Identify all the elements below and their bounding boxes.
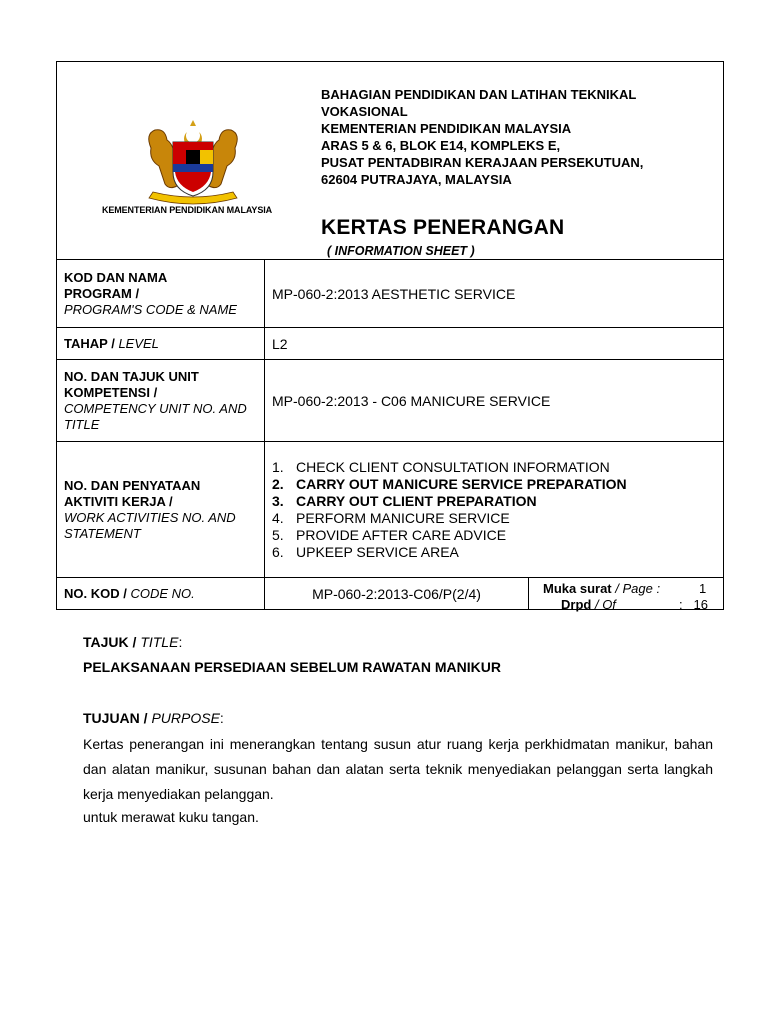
activity-item: 3. CARRY OUT CLIENT PREPARATION [272,492,537,509]
title-colon: : [178,634,183,650]
program-value: MP-060-2:2013 AESTHETIC SERVICE [272,285,516,302]
title-value: PELAKSANAAN PERSEDIAAN SEBELUM RAWATAN MANIKUR [83,659,501,675]
program-label-italic: PROGRAM'S CODE & NAME [64,301,237,317]
purpose-label-bold: TUJUAN / [83,710,148,726]
org-line: ARAS 5 & 6, BLOK E14, KOMPLEKS E, [321,138,561,153]
competency-unit-label-bold: NO. DAN TAJUK UNIT KOMPETENSI / [64,368,199,400]
org-line: 62604 PUTRAJAYA, MALAYSIA [321,172,512,187]
work-activities-row [57,442,723,578]
org-line: BAHAGIAN PENDIDIKAN DAN LATIHAN TEKNIKAL [321,87,637,102]
competency-unit-label-italic: COMPETENCY UNIT NO. AND TITLE [64,400,247,432]
activity-item: 6. UPKEEP SERVICE AREA [272,543,459,560]
org-line: VOKASIONAL [321,104,408,119]
activity-item: 1. CHECK CLIENT CONSULTATION INFORMATION [272,458,610,475]
code-label-bold: NO. KOD / [64,586,127,601]
work-activities-label-bold: NO. DAN PENYATAAN AKTIVITI KERJA / [64,477,201,509]
organization-address [321,86,643,188]
work-activities-list [265,442,723,577]
purpose-paragraph: Kertas penerangan ini menerangkan tentang susun atur ruang kerja perkhidmatan manikur, bahan dan alatan manikur, susunan bahan dan alatan serta teknik menyediakan pelanggan serta langkah kerja menyediakan pelanggan. [83,736,713,802]
information-sheet-table [56,61,724,610]
purpose-heading [83,710,713,726]
competency-unit-value: MP-060-2:2013 - C06 MANICURE SERVICE [272,392,551,409]
work-activities-label-italic: WORK ACTIVITIES NO. AND STATEMENT [64,509,236,541]
competency-unit-row [57,360,723,442]
document-header [57,62,723,260]
level-value: L2 [272,335,288,352]
level-label-bold: TAHAP / [64,335,115,351]
logo-caption: KEMENTERIAN PENDIDIKAN MALAYSIA [101,205,273,215]
document-subtitle: ( INFORMATION SHEET ) [327,244,475,258]
level-label [57,328,265,359]
page-number: 1 [699,581,707,596]
purpose-label-italic: PURPOSE [151,710,220,726]
page-label-bold: Muka surat [543,581,612,596]
code-value: MP-060-2:2013-C06/P(2/4) [312,586,481,602]
org-line: PUSAT PENTADBIRAN KERAJAAN PERSEKUTUAN, [321,155,644,170]
program-label [57,260,265,327]
level-label-italic: LEVEL [118,335,159,351]
org-line: KEMENTERIAN PENDIDIKAN MALAYSIA [321,121,572,136]
total-pages: 16 [693,597,708,612]
competency-unit-label [57,360,265,441]
document-title: KERTAS PENERANGAN [321,216,565,239]
title-heading [83,634,713,650]
code-row [57,578,723,610]
malaysia-coat-of-arms-logo [93,118,293,218]
purpose-colon: : [219,710,224,726]
page-label-italic: / Page : [615,581,661,596]
purpose-extra-line: untuk merawat kuku tangan. [83,809,259,825]
of-label-italic: / Of [594,597,616,612]
work-activities-label [57,442,265,577]
page-info [529,578,723,610]
program-row [57,260,723,328]
activity-item: 4. PERFORM MANICURE SERVICE [272,509,510,526]
code-label [57,578,265,610]
activity-item: 5. PROVIDE AFTER CARE ADVICE [272,526,507,543]
title-label-italic: TITLE [140,634,179,650]
code-label-italic: CODE NO. [130,586,195,601]
of-label-bold: Drpd [561,597,592,612]
activity-item: 2. CARRY OUT MANICURE SERVICE PREPARATION [272,475,627,492]
title-label-bold: TAJUK / [83,634,137,650]
program-label-bold: KOD DAN NAMA PROGRAM / [64,269,167,301]
of-colon: : [679,597,683,612]
level-row [57,328,723,360]
